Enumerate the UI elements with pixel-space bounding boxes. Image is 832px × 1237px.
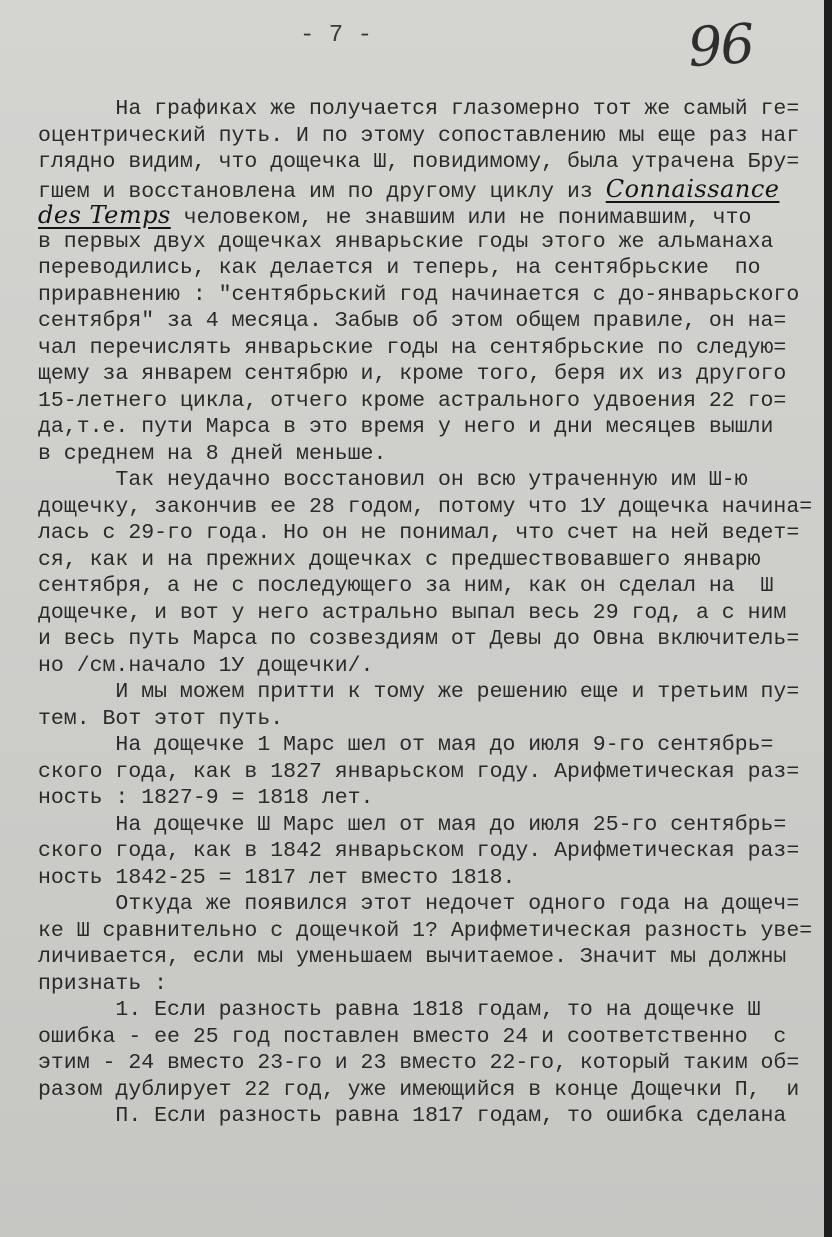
page-edge-shadow xyxy=(824,0,832,1237)
text-line xyxy=(38,918,818,945)
text-line xyxy=(38,573,818,600)
text-line xyxy=(38,202,818,229)
typed-text: и весь путь Марса по созвездиям от Девы до Овна включитель= xyxy=(38,627,800,651)
text-line xyxy=(38,865,818,892)
text-line xyxy=(38,1077,818,1104)
typed-text: да,т.е. пути Марса в это время у него и дни месяцев вышли xyxy=(38,415,774,439)
text-line xyxy=(38,785,818,812)
typed-text: человеком, не знавшим или не понимавшим, что xyxy=(170,206,752,230)
typewritten-text-body xyxy=(38,96,818,1130)
text-line xyxy=(38,812,818,839)
typed-text: дощечку, закончив ее 28 годом, потому что 1У дощечка начина= xyxy=(38,494,813,519)
text-line xyxy=(38,626,818,653)
typed-text: дощечке, и вот у него астрально выпал весь 29 год, а с ним xyxy=(38,600,787,625)
typed-text: чал перечислять январьские годы на сентябрьские по следую= xyxy=(38,335,787,360)
text-line xyxy=(38,308,818,335)
text-line xyxy=(38,467,818,494)
text-line xyxy=(38,229,818,256)
typed-text: ского года, как в 1827 январьском году. Арифметическая раз= xyxy=(38,759,800,784)
text-line xyxy=(38,361,818,388)
text-line xyxy=(38,1103,818,1130)
page-number: - 7 - xyxy=(300,22,373,49)
typed-text: лась с 29-го года. Но он не понимал, что счет на ней ведет= xyxy=(38,521,800,545)
handwritten-insertion: des Temps xyxy=(38,201,171,229)
typed-text: переводились, как делается и теперь, на сентябрьские по xyxy=(38,256,761,280)
text-line xyxy=(38,441,818,468)
text-line xyxy=(38,1024,818,1051)
text-line xyxy=(38,600,818,627)
text-line xyxy=(38,732,818,759)
handwritten-folio-number: 96 xyxy=(685,11,755,80)
text-line xyxy=(38,944,818,971)
typed-text: признать : xyxy=(38,971,168,996)
text-line xyxy=(38,997,818,1024)
text-line xyxy=(38,176,818,203)
typed-text: 15-летнего цикла, отчего кроме астрального удвоения 22 го= xyxy=(38,388,787,413)
typed-text: приравнению : "сентябрьский год начинается с до-январьского xyxy=(38,282,800,307)
typed-text: оцентрический путь. И по этому сопоставлению мы еще раз наг xyxy=(38,123,800,148)
text-line xyxy=(38,971,818,998)
typed-text: этим - 24 вместо 23-го и 23 вместо 22-го, который таким об= xyxy=(38,1051,800,1075)
text-line xyxy=(38,123,818,150)
typed-text: ся, как и на прежних дощечках с предшествовавшего январю xyxy=(38,547,761,572)
text-line xyxy=(38,414,818,441)
text-line xyxy=(38,520,818,547)
typed-text: глядно видим, что дощечка Ш, повидимому, была утрачена Бру= xyxy=(38,150,800,174)
typed-text: На графиках же получается глазомерно тот же самый ге= xyxy=(38,97,800,121)
typed-text: но /см.начало 1У дощечки/. xyxy=(38,653,374,678)
typed-text: ность 1842-25 = 1817 лет вместо 1818. xyxy=(38,865,516,890)
typed-text: На дощечке 1 Марс шел от мая до июля 9-го сентябрь= xyxy=(38,733,774,757)
text-line xyxy=(38,282,818,309)
text-line xyxy=(38,547,818,574)
typed-text: сентября, а не с последующего за ним, как он сделал на Ш xyxy=(38,574,774,598)
text-line xyxy=(38,149,818,176)
typed-text: ского года, как в 1842 январьском году. Арифметическая раз= xyxy=(38,839,800,863)
typed-text: П. Если разность равна 1817 годам, то ошибка сделана xyxy=(38,1104,787,1128)
typed-text: ке Ш сравнительно с дощечкой 1? Арифметическая разность уве= xyxy=(38,918,813,943)
text-line xyxy=(38,335,818,362)
typed-text: И мы можем притти к тому же решению еще и третьим пу= xyxy=(38,680,800,704)
typed-text: в первых двух дощечках январьские годы этого же альманаха xyxy=(38,229,774,254)
text-line xyxy=(38,706,818,733)
text-line xyxy=(38,759,818,786)
typed-text: сентября" за 4 месяца. Забыв об этом общем правиле, он на= xyxy=(38,309,787,333)
text-line xyxy=(38,388,818,415)
typed-text: личивается, если мы уменьшаем вычитаемое. Значит мы должны xyxy=(38,945,787,969)
handwritten-insertion: Connaissance xyxy=(605,174,780,203)
text-line xyxy=(38,255,818,282)
typed-text: тем. Вот этот путь. xyxy=(38,706,284,731)
text-line xyxy=(38,838,818,865)
text-line xyxy=(38,653,818,680)
typed-text: Так неудачно восстановил он всю утраченную им Ш-ю xyxy=(38,468,748,492)
typed-text: щему за январем сентябрю и, кроме того, беря их из другого xyxy=(38,362,787,386)
typed-text: гшем и восстановлена им по другому циклу из xyxy=(38,179,606,204)
text-line xyxy=(38,1050,818,1077)
text-line xyxy=(38,96,818,123)
typed-text: На дощечке Ш Марс шел от мая до июля 25-го сентябрь= xyxy=(38,812,787,837)
typed-text: в среднем на 8 дней меньше. xyxy=(38,441,387,466)
text-line xyxy=(38,679,818,706)
text-line xyxy=(38,494,818,521)
typed-text: разом дублирует 22 год, уже имеющийся в конце Дощечки П, и xyxy=(38,1077,800,1102)
typed-text: ошибка - ее 25 год поставлен вместо 24 и соответственно с xyxy=(38,1024,787,1049)
typed-text: 1. Если разность равна 1818 годам, то на дощечке Ш xyxy=(38,998,761,1022)
typed-text: ность : 1827-9 = 1818 лет. xyxy=(38,786,374,810)
typed-text: Откуда же появился этот недочет одного года на дощеч= xyxy=(38,892,800,916)
text-line xyxy=(38,891,818,918)
